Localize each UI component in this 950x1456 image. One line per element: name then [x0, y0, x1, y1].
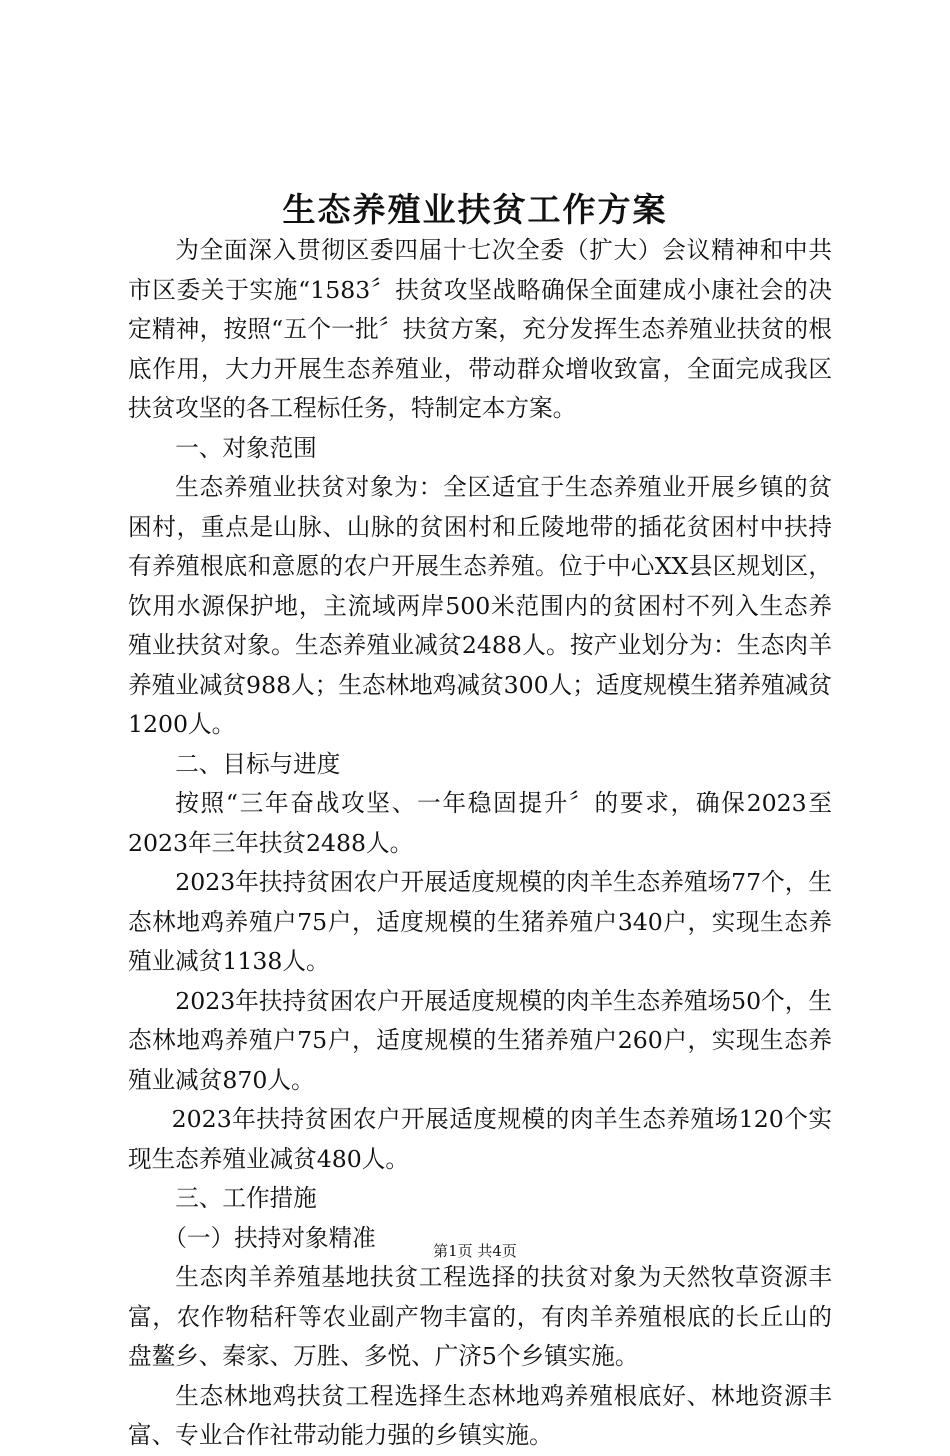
- year-plan-paragraph-3: 2023年扶持贫困农户开展适度规模的肉羊生态养殖场120个实现生态养殖业减贫480人。: [128, 1105, 832, 1173]
- section-heading-measures: 三、工作措施: [175, 1184, 317, 1212]
- scope-paragraph: 生态养殖业扶贫对象为：全区适宜于生态养殖业开展乡镇的贫困村，重点是山脉、山脉的贫困村和丘陵地带的插花贫困村中扶持有养殖根底和意愿的农户开展生态养殖。位于中心XX县区规划区，饮用水源保护地，主流域两岸500米范围内的贫困村不列入生态养殖业扶贫对象。生态养殖业减贫2488人。按产业划分为：生态肉羊养殖业减贫988人；生态林地鸡减贫300人；适度规模生猪养殖减贫1200人。: [128, 473, 832, 738]
- year-plan-paragraph-2: 2023年扶持贫困农户开展适度规模的肉羊生态养殖场50个，生态林地鸡养殖户75户，适度规模的生猪养殖户260户，实现生态养殖业减贫870人。: [128, 986, 832, 1094]
- sheep-project-paragraph: 生态肉羊养殖基地扶贫工程选择的扶贫对象为天然牧草资源丰富，农作物秸秆等农业副产物丰富的，有肉羊养殖根底的长丘山的盘鳌乡、秦家、万胜、多悦、广济5个乡镇实施。: [128, 1263, 832, 1370]
- goals-paragraph: 按照“三年奋战攻坚、一年稳固提升〞的要求，确保2023至2023年三年扶贫2488人。: [128, 789, 832, 857]
- document-title: 生态养殖业扶贫工作方案: [282, 190, 668, 229]
- intro-paragraph: 为全面深入贯彻区委四届十七次全委（扩大）会议精神和中共市区委关于实施“1583〞扶贫攻坚战略确保全面建成小康社会的决定精神，按照“五个一批〞扶贫方案，充分发挥生态养殖业扶贫的根底作用，大力开展生态养殖业，带动群众增收致富，全面完成我区扶贫攻坚的各工程标任务，特制定本方案。: [128, 236, 832, 422]
- section-heading-goals: 二、目标与进度: [175, 749, 341, 778]
- section-heading-scope: 一、对象范围: [175, 433, 317, 462]
- subsection-heading-targets: （一）扶持对象精准: [163, 1223, 376, 1252]
- document-body: [128, 231, 832, 1456]
- year-plan-paragraph-1: 2023年扶持贫困农户开展适度规模的肉羊生态养殖场77个，生态林地鸡养殖户75户，适度规模的生猪养殖户340户，实现生态养殖业减贫1138人。: [128, 868, 832, 975]
- page-footer: 第1页 共4页: [433, 1242, 517, 1260]
- chicken-project-paragraph: 生态林地鸡扶贫工程选择生态林地鸡养殖根底好、林地资源丰富、专业合作社带动能力强的乡镇实施。: [128, 1381, 832, 1449]
